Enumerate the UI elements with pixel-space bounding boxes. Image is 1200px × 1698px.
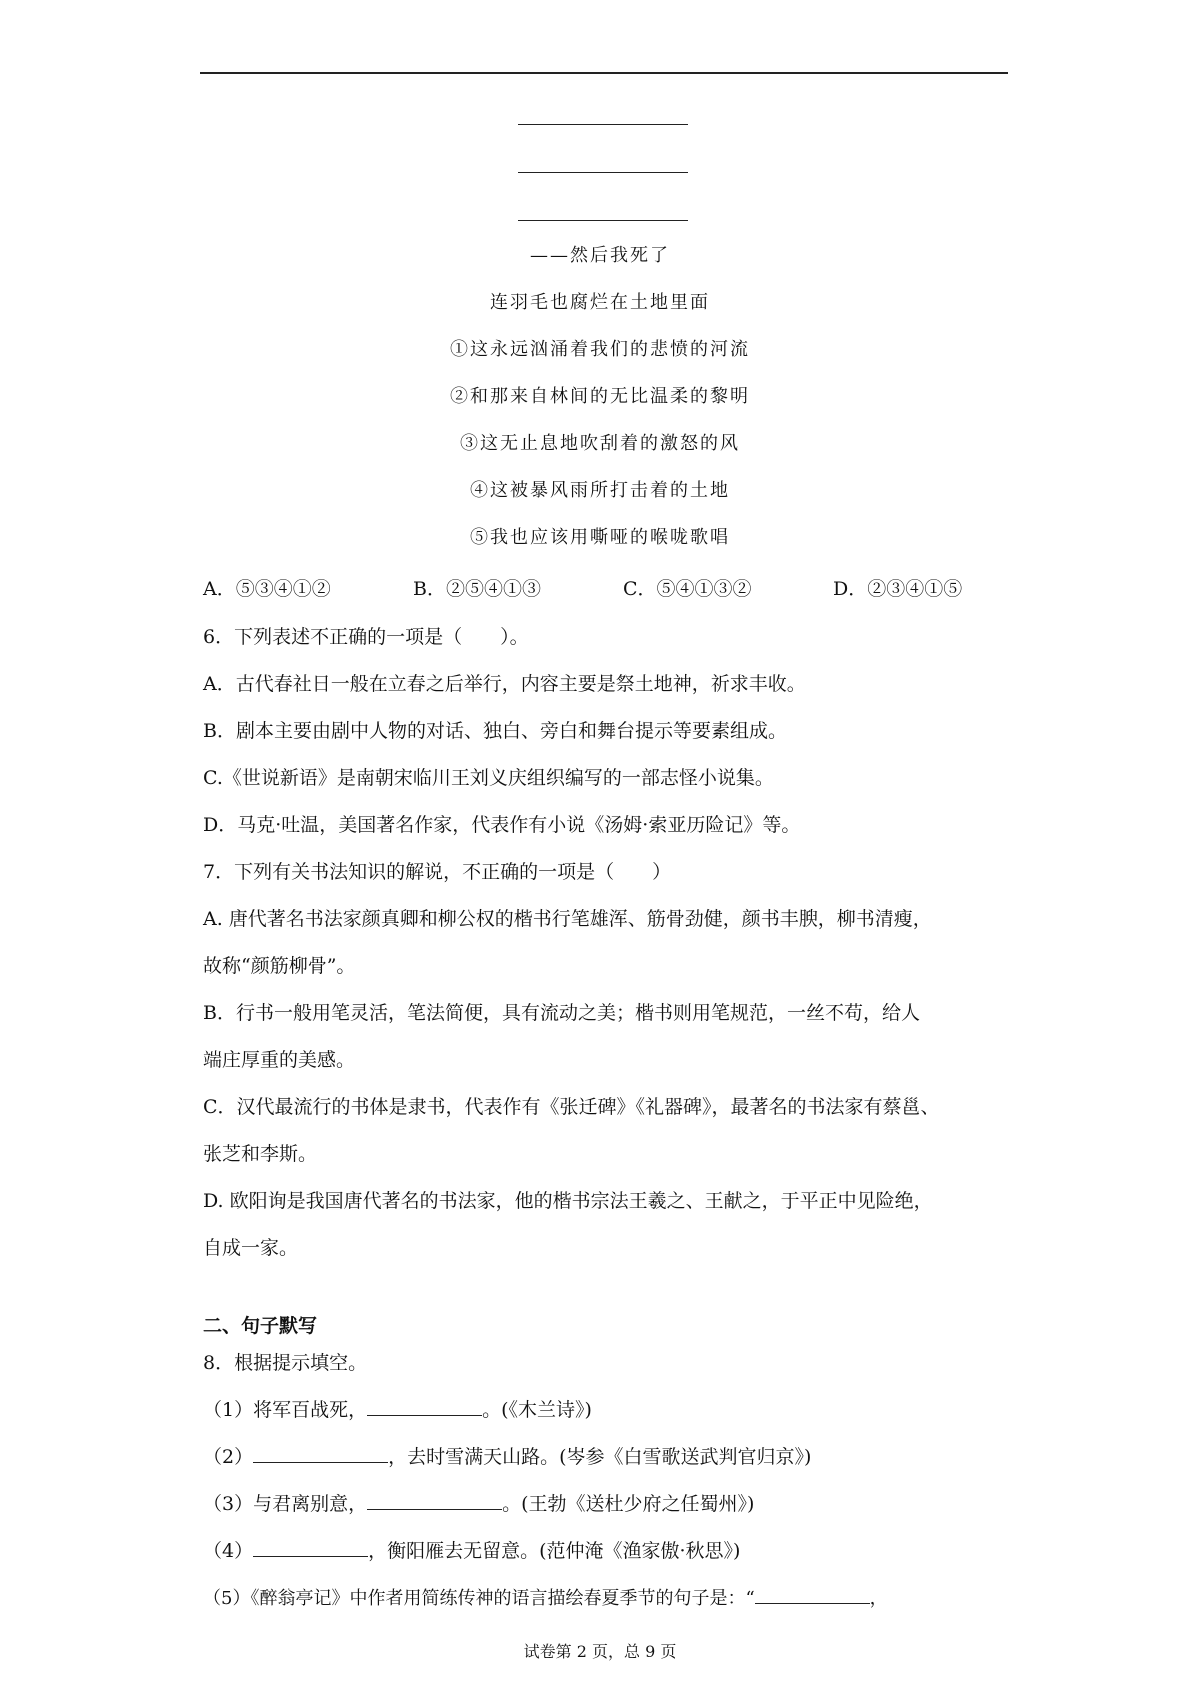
q6-stem: 6．下列表述不正确的一项是（ ）。 bbox=[203, 626, 529, 648]
fill-item-suffix: ，去时雪满天山路。(岑参《白雪歌送武判官归京》) bbox=[388, 1446, 812, 1468]
fill-item-prefix: （2） bbox=[203, 1446, 254, 1468]
fill-item-prefix: （3）与君离别意， bbox=[203, 1493, 368, 1515]
q7-option-c: C．汉代最流行的书体是隶书，代表作有《张迁碑》《礼器碑》，最著名的书法家有蔡邕、 bbox=[203, 1096, 940, 1118]
answer-blank[interactable] bbox=[367, 1397, 482, 1416]
answer-blank[interactable] bbox=[253, 1444, 388, 1463]
q5-option-d: D．②③④①⑤ bbox=[833, 578, 963, 600]
q7-stem: 7．下列有关书法知识的解说，不正确的一项是（ ） bbox=[203, 861, 672, 883]
q5-option-c: C．⑤④①③② bbox=[623, 578, 752, 600]
q7-option-d-cont: 自成一家。 bbox=[203, 1237, 299, 1259]
page-footer: 试卷第 2 页，总 9 页 bbox=[523, 1642, 677, 1661]
poem-line: ⑤我也应该用嘶哑的喉咙歌唱 bbox=[470, 527, 730, 548]
q5-option-b: B．②⑤④①③ bbox=[413, 578, 541, 600]
fill-item-prefix: （1）将军百战死， bbox=[203, 1399, 368, 1421]
answer-blank[interactable] bbox=[253, 1538, 368, 1557]
poem-line: 连羽毛也腐烂在土地里面 bbox=[490, 292, 710, 313]
q7-option-a: A. 唐代著名书法家颜真卿和柳公权的楷书行笔雄浑、筋骨劲健，颜书丰腴，柳书清瘦， bbox=[203, 908, 932, 930]
fill-item-suffix: 。(《木兰诗》) bbox=[482, 1399, 592, 1421]
fill-item-suffix: 。(王勃《送杜少府之任蜀州》) bbox=[502, 1493, 755, 1515]
fill-item-prefix: （4） bbox=[203, 1540, 254, 1562]
q6-option-c: C.《世说新语》是南朝宋临川王刘义庆组织编写的一部志怪小说集。 bbox=[203, 767, 774, 789]
poem-line: ③这无止息地吹刮着的激怒的风 bbox=[460, 433, 740, 454]
q7-option-a-cont: 故称“颜筋柳骨”。 bbox=[203, 955, 356, 977]
poem-blank-1 bbox=[518, 124, 688, 125]
poem-line: ④这被暴风雨所打击着的土地 bbox=[470, 480, 730, 501]
poem-blank-2 bbox=[518, 172, 688, 173]
answer-blank[interactable] bbox=[755, 1585, 870, 1604]
q6-option-d: D．马克·吐温，美国著名作家，代表作有小说《汤姆·索亚历险记》等。 bbox=[203, 814, 801, 836]
q6-option-a: A．古代春社日一般在立春之后举行，内容主要是祭土地神，祈求丰收。 bbox=[203, 673, 806, 695]
q7-option-d: D. 欧阳询是我国唐代著名的书法家，他的楷书宗法王羲之、王献之，于平正中见险绝， bbox=[203, 1190, 933, 1212]
answer-blank[interactable] bbox=[367, 1491, 502, 1510]
fill-item-4 bbox=[203, 1538, 740, 1564]
poem-line: ②和那来自林间的无比温柔的黎明 bbox=[450, 386, 750, 407]
fill-item-2 bbox=[203, 1444, 811, 1470]
q7-option-b: B．行书一般用笔灵活，笔法简便，具有流动之美；楷书则用笔规范，一丝不苟，给人 bbox=[203, 1002, 920, 1024]
q7-option-c-cont: 张芝和李斯。 bbox=[203, 1143, 318, 1165]
fill-item-suffix: ， bbox=[869, 1588, 888, 1609]
poem-line: ①这永远汹涌着我们的悲愤的河流 bbox=[450, 339, 750, 360]
poem-line: ——然后我死了 bbox=[530, 245, 670, 266]
fill-item-5 bbox=[203, 1585, 888, 1612]
q6-option-b: B．剧本主要由剧中人物的对话、独白、旁白和舞台提示等要素组成。 bbox=[203, 720, 787, 742]
fill-item-3 bbox=[203, 1491, 754, 1517]
fill-item-1 bbox=[203, 1397, 592, 1423]
section-heading: 二、句子默写 bbox=[203, 1315, 318, 1337]
fill-item-suffix: ，衡阳雁去无留意。(范仲淹《渔家傲·秋思》) bbox=[368, 1540, 741, 1562]
poem-blank-3 bbox=[518, 220, 688, 221]
q8-stem: 8．根据提示填空。 bbox=[203, 1352, 368, 1374]
fill-item-prefix: （5）《醉翁亭记》中作者用简练传神的语言描绘春夏季节的句子是：“ bbox=[203, 1588, 755, 1609]
header-rule bbox=[200, 72, 1008, 74]
q5-option-a: A．⑤③④①② bbox=[203, 578, 331, 600]
q7-option-b-cont: 端庄厚重的美感。 bbox=[203, 1049, 356, 1071]
